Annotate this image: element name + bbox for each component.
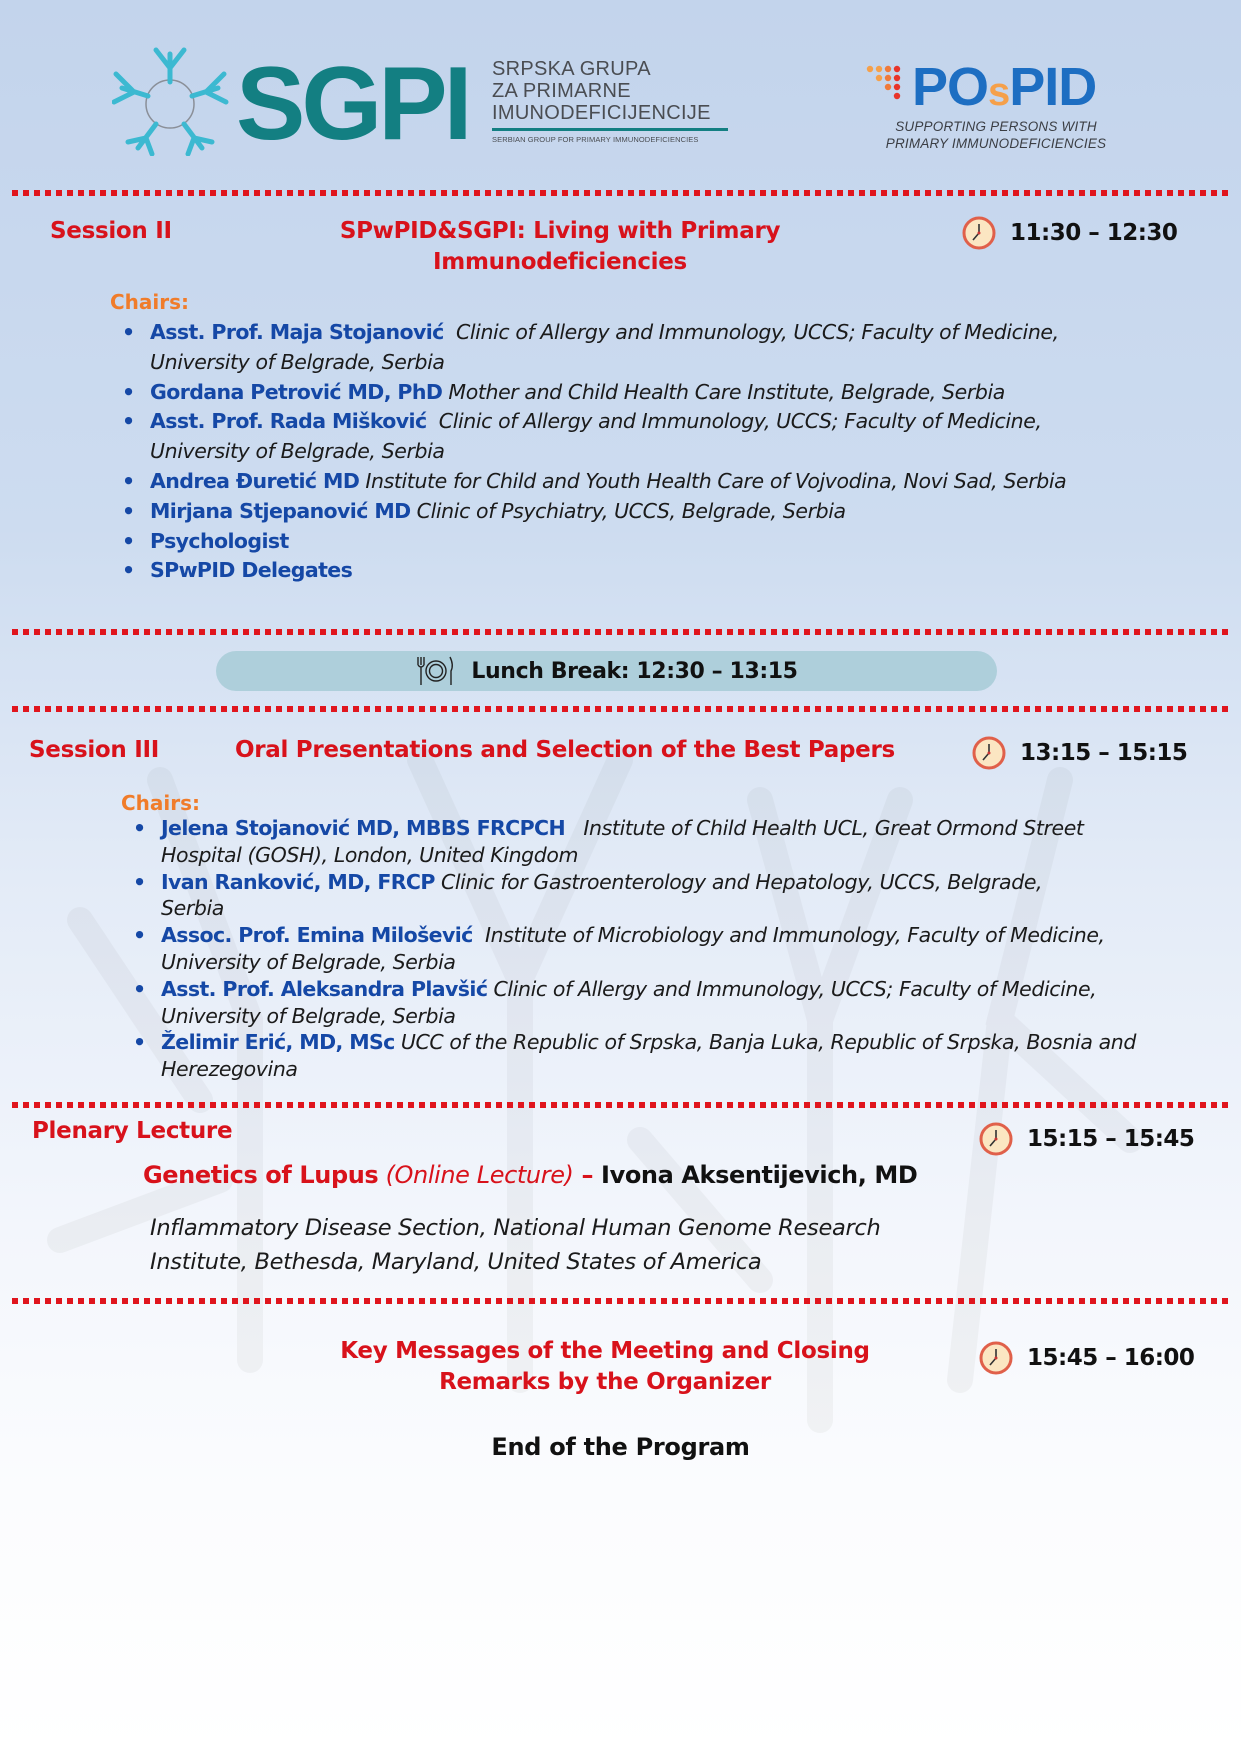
session3-label: Session III [29,737,159,763]
sgpi-tagline: SERBIAN GROUP FOR PRIMARY IMMUNODEFICIENCIES [492,135,699,144]
sgpi-logo [112,44,732,162]
chair-name: Asst. Prof. Rada Mišković [150,409,427,434]
lunch-break-bar [216,651,997,691]
pospid-subtitle-line2: PRIMARY IMMUNODEFICIENCIES [885,136,1107,151]
lunch-break-text: Lunch Break: 12:30 – 13:15 [471,658,798,684]
session2-label: Session II [50,218,172,244]
dotted-divider [12,1298,1229,1304]
dotted-divider [12,706,1229,712]
session2-title-line2: Immunodeficiencies [433,249,687,275]
chair-item [131,815,1131,869]
plenary-time [979,1122,1194,1156]
dot-grid-icon [866,64,910,108]
chair-name: SPwPID Delegates [150,558,353,583]
pospid-name-po: PO [912,57,989,117]
chair-affiliation: Clinic of Allergy and Immunology, UCCS; Faculty of Medicine, University of Belgrade, Serbia [150,409,1042,464]
sgpi-underline [492,128,728,131]
chair-name: Assoc. Prof. Emina Milošević [161,923,473,948]
sgpi-acronym: SGPI [236,46,469,162]
sgpi-subtitle-line3: IMUNODEFICIJENCIJE [492,102,711,124]
plenary-label: Plenary Lecture [32,1118,233,1144]
chair-affiliation: UCC of the Republic of Srpska, Banja Luka, Republic of Srpska, Bosnia and Herezegovina [161,1030,1136,1082]
chair-name: Želimir Erić, MD, MSc [161,1030,395,1055]
chair-name: Psychologist [150,528,289,553]
closing-time-text: 15:45 – 16:00 [1027,1345,1195,1371]
clock-icon [979,1122,1013,1156]
chair-affiliation: Mother and Child Health Care Institute, Belgrade, Serbia [448,379,1005,404]
session2-title-line1: SPwPID&SGPI: Living with Primary [339,218,781,244]
session2-time-text: 11:30 – 12:30 [1010,220,1178,246]
chair-name: Andrea Đuretić MD [150,468,360,493]
plenary-affiliation [150,1211,880,1279]
plenary-time-text: 15:15 – 15:45 [1027,1126,1195,1152]
dotted-divider [12,190,1229,196]
chair-item [120,497,1120,527]
chair-affiliation: Clinic for Gastroenterology and Hepatology, UCCS, Belgrade, Serbia [161,869,1043,921]
clock-icon [972,736,1006,770]
clock-icon [962,216,996,250]
session3-time [972,736,1187,770]
session3-title: Oral Presentations and Selection of the Best Papers [235,737,895,763]
chair-item [131,1029,1151,1083]
closing-title-line1: Key Messages of the Meeting and Closing [340,1338,870,1364]
sgpi-subtitle-line2: ZA PRIMARNE [492,80,631,102]
lecture-note: (Online Lecture) [385,1161,574,1189]
chair-name: Mirjana Stjepanović MD [150,498,411,523]
pospid-wordmark [912,57,1097,117]
session2-chairs-list [120,318,1120,586]
chair-affiliation: Clinic of Allergy and Immunology, UCCS; Faculty of Medicine, University of Belgrade, Serbia [150,320,1059,374]
chair-affiliation: Institute of Microbiology and Immunology, Faculty of Medicine, University of Belgrade, Serbia [161,923,1105,974]
plenary-lecture-line [143,1161,917,1189]
chair-item [131,922,1146,976]
clock-icon [979,1341,1013,1375]
chair-item [120,467,1140,497]
chair-item [131,976,1136,1030]
chair-affiliation: Institute of Child Health UCL, Great Ormond Street Hospital (GOSH), London, United Kingdom [161,816,1084,867]
session3-time-text: 13:15 – 15:15 [1020,740,1188,766]
antibody-ring-icon [112,44,234,156]
plenary-affiliation-line1: Inflammatory Disease Section, National Human Genome Research [150,1215,881,1241]
plate-cutlery-icon [415,655,455,687]
closing-title [300,1336,910,1398]
chair-affiliation: Clinic of Allergy and Immunology, UCCS; Faculty of Medicine, University of Belgrade, Serbia [161,976,1097,1028]
chair-affiliation: Institute for Child and Youth Health Care of Vojvodina, Novi Sad, Serbia [365,468,1067,493]
chair-item [131,869,1081,923]
closing-title-line2: Remarks by the Organizer [439,1369,771,1395]
pospid-subtitle [876,118,1116,152]
dotted-divider [12,1102,1229,1108]
pospid-name-s: s [988,70,1010,114]
chair-item [120,378,1120,408]
session3-chairs-list [131,815,1136,1083]
chair-item [120,407,1075,467]
chair-item [120,318,1090,378]
session2-chairs-label: Chairs: [110,290,190,314]
end-of-program: End of the Program [491,1433,750,1461]
session2-time [962,216,1177,250]
session2-title [280,216,840,278]
plenary-affiliation-line2: Institute, Bethesda, Maryland, United States of America [150,1249,762,1275]
chair-name: Asst. Prof. Maja Stojanović [150,320,444,344]
pospid-subtitle-line1: SUPPORTING PERSONS WITH [895,119,1097,134]
chair-item [120,556,1120,586]
sgpi-subtitle-line1: SRPSKA GRUPA [492,58,651,80]
chair-name: Gordana Petrović MD, PhD [150,379,443,404]
chair-affiliation: Clinic of Psychiatry, UCCS, Belgrade, Serbia [416,498,846,523]
chair-item [120,527,1120,557]
dotted-divider [12,629,1229,635]
session3-chairs-label: Chairs: [121,791,201,815]
chair-name: Asst. Prof. Aleksandra Plavšić [161,976,488,1001]
pospid-name-pid: PID [1009,57,1097,117]
lecture-speaker: Ivona Aksentijevich, MD [601,1161,918,1189]
chair-name: Jelena Stojanović MD, MBBS FRCPCH [161,816,566,840]
lecture-separator: – [573,1161,602,1189]
pospid-logo [866,58,1146,158]
chair-name: Ivan Ranković, MD, FRCP [161,869,435,894]
lecture-title: Genetics of Lupus [143,1161,379,1189]
closing-time [979,1341,1194,1375]
